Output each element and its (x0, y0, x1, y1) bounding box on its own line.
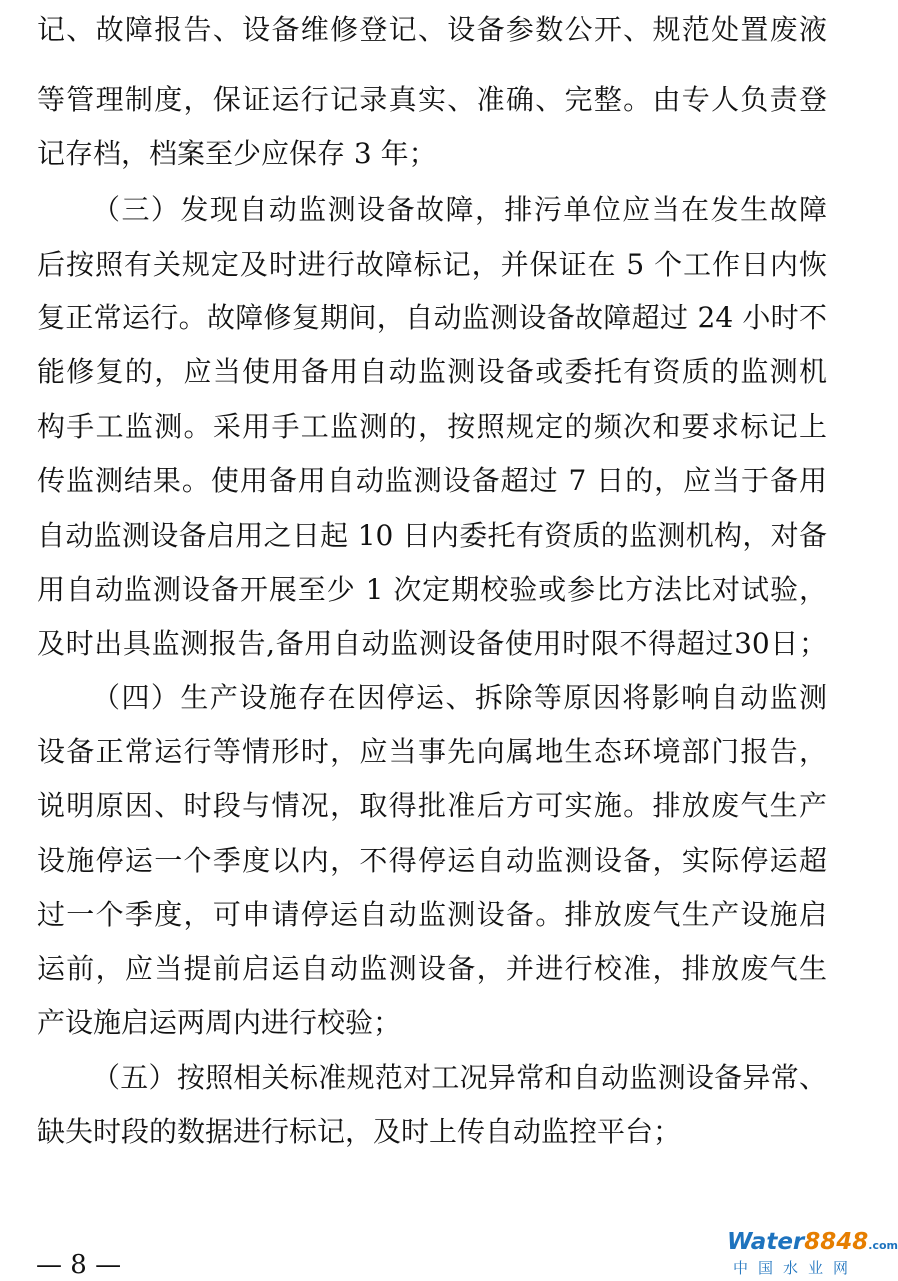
text-line (0, 290, 857, 346)
text-line (0, 616, 857, 672)
page-number: — 8 — (36, 1250, 122, 1280)
text-line-content: （五）按照相关标准规范对工况异常和自动监测设备异常、 (92, 1061, 827, 1094)
text-line (0, 778, 857, 834)
text-line-content: 记存档，档案至少应保存 3 年； (37, 137, 437, 170)
text-line-content: 说明原因、时段与情况，取得批准后方可实施。排放废气生产 (37, 789, 827, 822)
text-line-content: 传监测结果。使用备用自动监测设备超过 7 日的，应当于备用 (37, 464, 827, 497)
text-line (0, 724, 857, 780)
watermark-logo (727, 1229, 898, 1279)
text-line-content: 自动监测设备启用之日起 10 日内委托有资质的监测机构，对备 (37, 519, 827, 552)
text-line-content: 及时出具监测报告,备用自动监测设备使用时限不得超过30日； (37, 627, 827, 660)
text-line (0, 344, 857, 400)
text-line-content: 复正常运行。故障修复期间，自动监测设备故障超过 24 小时不 (37, 301, 827, 334)
text-line (0, 670, 857, 726)
text-line-content: 构手工监测。采用手工监测的，按照规定的频次和要求标记上 (37, 410, 827, 443)
text-line-content: 设备正常运行等情形时，应当事先向属地生态环境部门报告， (37, 735, 827, 768)
text-line-content: 设施停运一个季度以内，不得停运自动监测设备，实际停运超 (37, 844, 827, 877)
text-line (0, 237, 857, 293)
text-line-content: 能修复的，应当使用备用自动监测设备或委托有资质的监测机 (37, 355, 827, 388)
text-line-content: 用自动监测设备开展至少 1 次定期校验或参比方法比对试验， (37, 573, 827, 606)
text-line (0, 399, 857, 455)
text-line-content: （四）生产设施存在因停运、拆除等原因将影响自动监测 (92, 681, 827, 714)
text-line (0, 995, 857, 1051)
text-line (0, 941, 857, 997)
watermark-brand-part2: 8848 (804, 1229, 869, 1255)
text-line-content: 过一个季度，可申请停运自动监测设备。排放废气生产设施启 (37, 898, 827, 931)
watermark-subtitle: 中国水业网 (733, 1259, 859, 1277)
text-line (0, 1104, 857, 1160)
text-line-content: 缺失时段的数据进行标记，及时上传自动监控平台； (37, 1115, 682, 1148)
text-line-content: 产设施启运两周内进行校验； (37, 1006, 402, 1039)
text-line (0, 508, 857, 564)
text-line (0, 2, 857, 58)
text-line-content: （三）发现自动监测设备故障，排污单位应当在发生故障 (92, 193, 827, 226)
text-line-content: 运前，应当提前启运自动监测设备，并进行校准，排放废气生 (37, 952, 827, 985)
text-line (0, 126, 857, 182)
watermark-brand-suffix: .com (868, 1239, 898, 1252)
text-line (0, 1050, 857, 1106)
watermark-brand (727, 1229, 898, 1259)
text-line (0, 182, 857, 238)
text-line-content: 后按照有关规定及时进行故障标记，并保证在 5 个工作日内恢 (37, 248, 827, 281)
text-line (0, 833, 857, 889)
text-line-content: 等管理制度，保证运行记录真实、准确、完整。由专人负责登 (37, 83, 827, 116)
watermark-brand-part1: Water (727, 1229, 805, 1255)
text-line (0, 453, 857, 509)
text-line (0, 562, 857, 618)
text-line (0, 887, 857, 943)
text-line (0, 72, 857, 128)
text-line-content: 记、故障报告、设备维修登记、设备参数公开、规范处置废液 (37, 13, 827, 46)
